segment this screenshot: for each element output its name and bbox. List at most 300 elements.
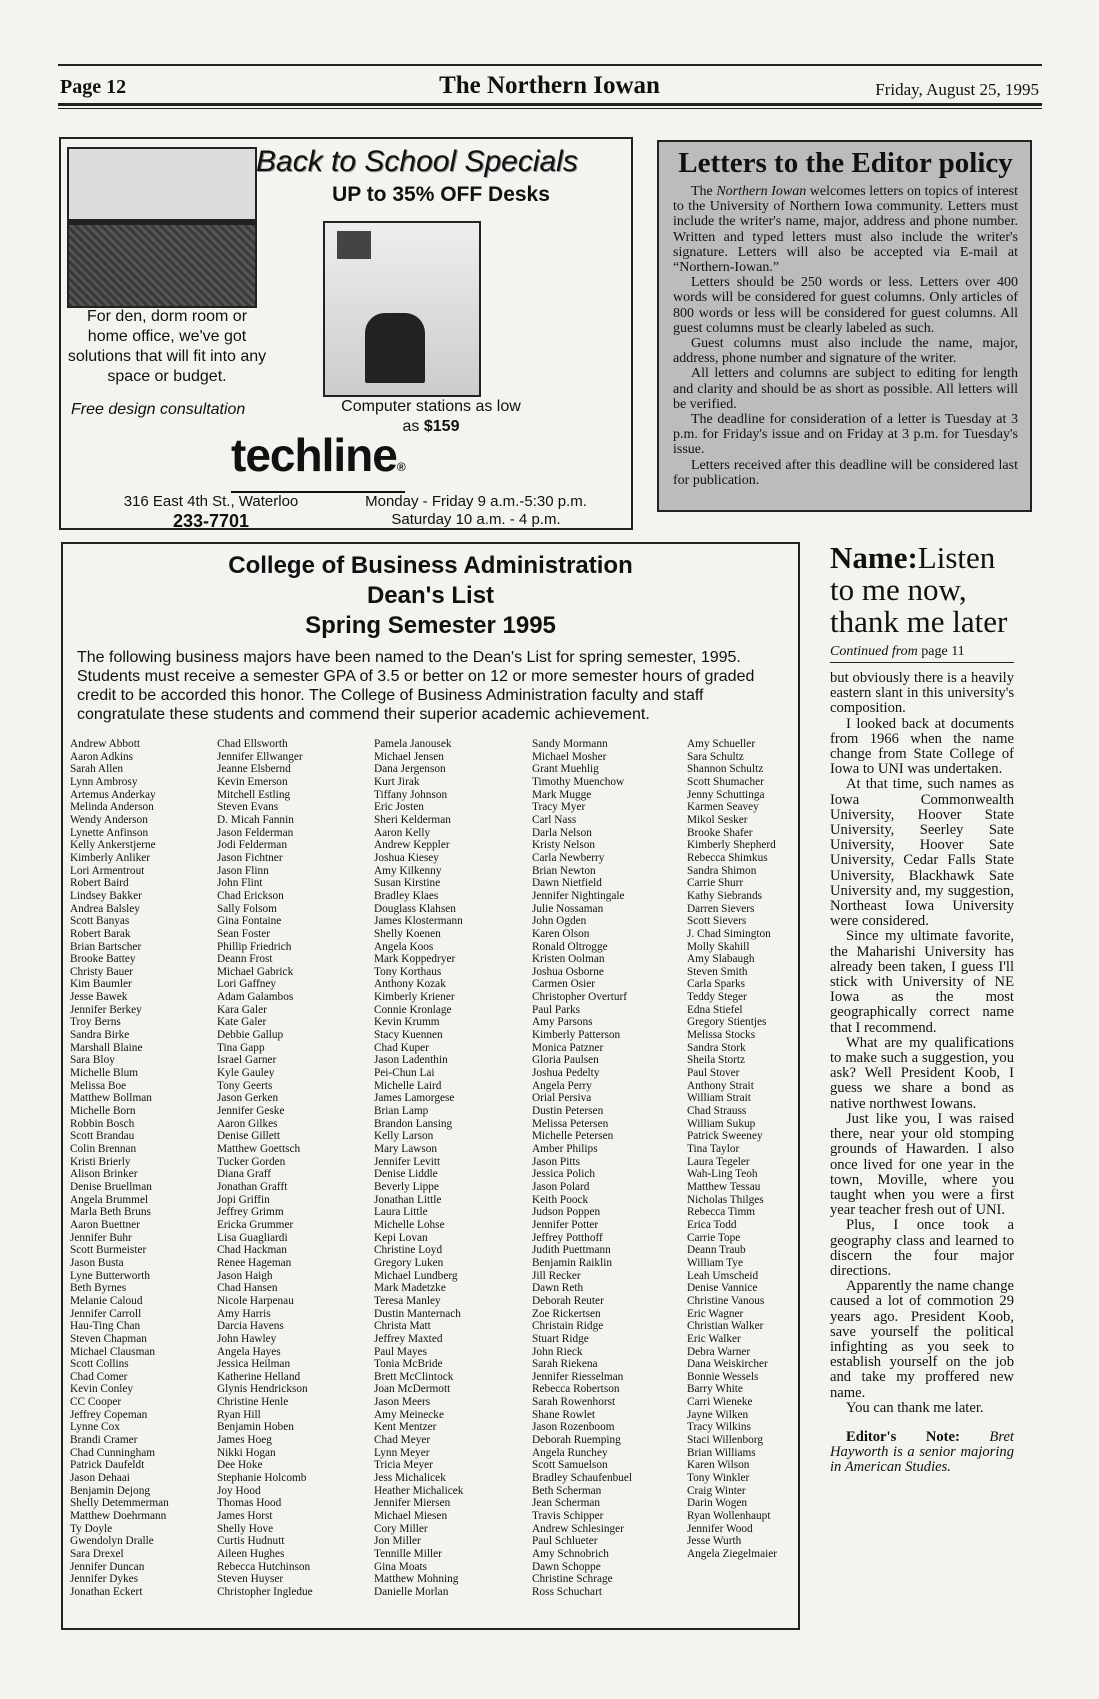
student-name: Jayne Wilken [687,1408,749,1421]
student-name: Jopi Griffin [217,1193,270,1206]
student-name: Jonathan Eckert [70,1585,143,1598]
student-name: Sarah Riekena [532,1358,598,1371]
student-name: Lynette Anfinson [70,826,149,839]
student-name: Paul Parks [532,1003,581,1016]
student-name: Lori Gaffney [217,978,277,991]
student-name: Brett McClintock [374,1370,454,1383]
names-column [217,738,313,1599]
student-name: Beverly Lippe [374,1180,439,1193]
student-name: Sean Foster [217,927,271,940]
student-name: Dustin Manternach [374,1307,461,1320]
student-name: Sheri Kelderman [374,813,451,826]
student-name: Jonathan Grafft [217,1180,288,1193]
student-name: Heather Michalicek [374,1484,464,1497]
student-name: Matthew Goettsch [217,1143,301,1155]
student-name: Kevin Conley [70,1383,134,1396]
student-name: Aaron Adkins [70,750,134,763]
student-name: Steven Evans [217,801,279,814]
student-name: Jason Busta [70,1256,124,1269]
student-name: Adam Galambos [217,991,294,1004]
student-name: Dustin Petersen [532,1105,604,1118]
student-name: Joshua Osborne [532,965,604,978]
stations-text: Computer stations as low as [341,398,521,435]
student-name: Tucker Gorden [217,1155,286,1168]
letters-paragraph [673,184,1018,275]
newspaper-name: The Northern Iowan [439,72,660,99]
student-name: D. Micah Fannin [217,813,294,826]
student-name: Aaron Buettner [70,1218,140,1231]
student-name: Chad Kuper [374,1041,429,1054]
student-name: Jonathan Little [374,1193,442,1206]
student-name: Danielle Morlan [374,1585,449,1598]
student-name: Brooke Battey [70,953,136,966]
student-name: Nicole Harpenau [217,1294,294,1307]
student-name: Teresa Manley [374,1294,441,1307]
student-name: Michael Clausman [70,1345,156,1358]
student-name: Sara Schultz [687,750,744,763]
student-name: Michelle Petersen [532,1130,614,1143]
student-name: Jesse Wurth [687,1535,742,1548]
student-name: Kelly Ankerstjerne [70,839,156,852]
computer-station-photo [323,221,481,397]
student-name: Wendy Anderson [70,813,148,826]
student-name: Timothy Muenchow [532,775,625,788]
student-name: John Flint [217,877,263,890]
student-name: Sandra Stork [687,1041,746,1054]
letters-paragraph: The deadline for consideration of a letter is Tuesday at 3 p.m. for Friday's issue and on Friday at 3 p.m. for Tuesday's issue. [673,412,1018,458]
student-name: Jennifer Levitt [374,1155,441,1168]
student-name: Sheila Stortz [687,1054,746,1067]
student-name: Angela Brummel [70,1193,149,1206]
student-name: Jennifer Nightingale [532,889,625,902]
letters-policy-box [657,140,1032,512]
student-name: Angela Hayes [217,1345,281,1358]
student-name: Debbie Gallup [217,1029,284,1042]
student-name: Amy Meinecke [374,1408,444,1421]
letters-paragraph: Letters should be 250 words or less. Letters over 400 words will be considered for guest columns. Only articles of 800 words or less will be considered for guest columns. All guest columns must be clearly labeled as such. [673,275,1018,336]
student-name: Orial Persiva [532,1092,592,1105]
student-name: Matthew Tessau [687,1180,761,1193]
student-name: Jessica Polich [532,1168,596,1181]
student-name: Jon Miller [374,1535,421,1548]
names-column [70,738,169,1599]
student-name: Michelle Lohse [374,1218,445,1231]
student-name: Carl Nass [532,813,577,826]
headline-bold: Name: [830,540,918,575]
student-name: Jennifer Wood [687,1522,753,1535]
student-name: James Hoeg [217,1434,272,1447]
column-body [830,671,1014,1416]
note-text: Bret Hayworth is a senior majoring in American Studies. [830,1428,1014,1476]
student-name: Katherine Helland [217,1370,301,1383]
student-name: Bradley Klaes [374,889,439,902]
student-name: Jennifer Dykes [70,1573,139,1586]
deans-intro: The following business majors have been named to the Dean's List for spring semester, 1995. Students must receive a semester GPA of 3.5 or better on 12 or more semester hours of graded credit to be accorded this honor. The College of Business Administration faculty and staff congratulate these students and commend their superior academic achievement. [77,649,755,723]
student-name: Nicholas Thilges [687,1193,764,1206]
student-name: Michelle Born [70,1105,136,1118]
student-name: Brian Bartscher [70,940,142,953]
student-name: Jill Recker [532,1269,581,1282]
student-name: Denise Liddle [374,1168,438,1181]
student-name: Kimberly Shepherd [687,839,776,852]
student-name: Jennifer Riesselman [532,1370,624,1383]
student-name: Amy Harris [217,1307,271,1320]
student-name: Chad Hackman [217,1244,287,1257]
student-name: Karen Olson [532,927,590,940]
student-name: Eric Josten [374,801,424,814]
student-name: Aaron Gilkes [217,1117,278,1130]
student-name: Brooke Shafer [687,826,753,839]
student-name: Gregory Stientjes [687,1016,767,1029]
student-name: Kepi Lovan [374,1231,428,1244]
student-name: Kent Mentzer [374,1421,437,1434]
student-name: Darcia Havens [217,1320,284,1333]
masthead-rule [58,108,1042,109]
text: welcomes letters on topics of interest to the University of Northern Iowa community. Letters must include the writer's name, major, address and phone number. Written and typed letters must also include the writer's signature. Letters will also be accepted via E-mail at “Northern-Iowan.” [673,184,1019,276]
student-name: Tracy Wilkins [687,1421,751,1434]
student-name: Brandi Cramer [70,1434,138,1447]
letters-policy-title: Letters to the Editor policy [678,147,1013,179]
student-name: Scott Burmeister [70,1244,147,1257]
student-name: William Strait [687,1092,751,1105]
student-name: Jennifer Ellwanger [217,750,303,763]
letters-paragraph: All letters and columns are subject to editing for length and clarity and should be as short as possible. All letters will be verified. [673,366,1018,412]
student-name: Christine Vanous [687,1294,765,1307]
student-name: Jason Flinn [217,864,269,877]
student-name: Amy Parsons [532,1016,593,1029]
student-name: Shannon Schultz [687,763,764,776]
student-name: Melissa Boe [70,1079,127,1092]
student-name: Angela Runchey [532,1446,608,1459]
student-name: Kevin Emerson [217,775,288,788]
student-name: Scott Banyas [70,915,130,928]
student-name: William Sukup [687,1117,756,1130]
student-name: Lynn Meyer [374,1446,430,1459]
student-name: Travis Schipper [532,1510,604,1523]
student-name: John Ogden [532,915,587,928]
student-name: Anthony Kozak [374,978,446,991]
student-name: Melanie Caloud [70,1294,143,1307]
student-name: Gwendolyn Dralle [70,1535,154,1548]
student-name: James Lamorgese [374,1092,455,1105]
student-name: Jason Pitts [532,1155,581,1168]
student-name: Shane Rowlet [532,1408,596,1421]
student-name: William Tye [687,1256,743,1269]
student-name: Hau-Ting Chan [70,1320,141,1333]
student-name: Sandra Birke [70,1029,130,1042]
student-name: Kyle Gauley [217,1067,275,1080]
techline-advertisement [59,137,633,530]
student-name: Dee Hoke [217,1459,263,1472]
student-name: Debra Warner [687,1345,751,1358]
student-name: Jennifer Geske [217,1105,285,1118]
student-name: Laura Little [374,1206,428,1219]
student-name: Dawn Reth [532,1282,584,1295]
student-name: Jodi Felderman [217,839,287,852]
student-name: Matthew Bollman [70,1092,152,1105]
student-name: Glynis Hendrickson [217,1383,308,1396]
ad-consultation: Free design consultation [71,401,246,418]
ad-hours-saturday: Saturday 10 a.m. - 4 p.m. [391,511,561,528]
student-name: Michael Mosher [532,750,607,763]
names-column [374,738,463,1599]
student-name: Paul Mayes [374,1345,428,1358]
student-name: Gregory Luken [374,1256,444,1269]
student-name: Tiffany Johnson [374,788,448,801]
student-name: Melinda Anderson [70,801,154,814]
student-name: Bonnie Wessels [687,1370,759,1383]
student-name: Tina Taylor [687,1143,740,1155]
techline-logo [231,431,405,493]
student-name: Lyne Butterworth [70,1269,151,1282]
student-name: Lynne Cox [70,1421,120,1434]
names-column [687,738,777,1561]
student-name: Monica Patzner [532,1041,604,1054]
student-name: Artemus Anderkay [70,788,156,801]
student-name: Tonia McBride [374,1358,443,1371]
student-name: Craig Winter [687,1484,746,1497]
student-name: Robert Barak [70,927,131,940]
student-name: Jason Gerken [217,1092,279,1105]
student-name: Marshall Blaine [70,1041,143,1054]
student-name: Melissa Petersen [532,1117,609,1130]
student-name: Carri Wieneke [687,1396,753,1409]
student-name: Christy Bauer [70,965,134,978]
student-name: Joshua Pedelty [532,1067,600,1080]
student-name: Tennille Miller [374,1548,442,1560]
student-name: Ronald Oltrogge [532,940,608,953]
student-name: Nikki Hogan [217,1446,276,1459]
student-name: Brian Williams [687,1446,756,1459]
student-name: Chad Cunningham [70,1446,156,1459]
student-name: Andrew Schlesinger [532,1522,624,1535]
student-name: Rebecca Robertson [532,1383,620,1396]
student-name: Ryan Hill [217,1408,261,1421]
student-name: Jesse Bawek [70,991,128,1004]
student-name: Kelly Larson [374,1130,434,1143]
issue-date: Friday, August 25, 1995 [875,80,1039,99]
student-name: Scott Shumacher [687,775,764,788]
student-name: Jason Meers [374,1396,431,1409]
student-name: Jason Felderman [217,826,294,839]
student-name: Erica Todd [687,1218,737,1231]
student-name: Susan Kirstine [374,877,441,890]
student-name: Kimberly Anliker [70,851,151,864]
student-name: Kurt Jirak [374,775,420,788]
student-name: Michael Miesen [374,1510,448,1523]
student-name: Gloria Paulsen [532,1054,599,1067]
office-photo [67,147,257,308]
student-name: Tricia Meyer [374,1459,433,1472]
student-name: Carla Newberry [532,851,605,864]
paper-name-italic: Northern Iowan [716,184,807,199]
names-column [532,738,632,1599]
student-name: Jeffrey Potthoff [532,1231,603,1244]
student-name: Jennifer Potter [532,1218,599,1231]
student-name: Sally Folsom [217,902,277,915]
student-name: Sandra Shimon [687,864,757,877]
student-name: Patrick Daufeldt [70,1459,145,1472]
column-paragraph: I looked back at documents from 1966 when the name change from State College of Iowa to UNI was undertaken. [830,715,1014,778]
student-name: Bradley Schaufenbuel [532,1472,633,1485]
student-name: Mary Lawson [374,1143,438,1155]
student-name: Chad Erickson [217,889,284,902]
student-name: Jeffrey Grimm [217,1206,284,1219]
student-name: Keith Poock [532,1193,589,1206]
student-name: Dana Jergenson [374,763,446,776]
student-name: Ryan Wollenhaupt [687,1510,771,1523]
student-name: James Horst [217,1510,273,1523]
headline-rest: Listen to me now, thank me later [830,540,1008,639]
student-name: Jennifer Buhr [70,1231,132,1244]
student-name: Paul Stover [687,1067,740,1080]
student-name: Darla Nelson [532,826,592,839]
student-name: Jennifer Carroll [70,1307,142,1320]
student-name: Edna Stiefel [687,1003,743,1016]
student-name: Thomas Hood [217,1497,282,1510]
student-name: Ty Doyle [70,1522,113,1535]
student-name: Christain Ridge [532,1320,604,1333]
logo-text: techline [231,429,397,481]
student-name: J. Chad Simington [687,927,771,940]
letters-paragraph: Guest columns must also include the name, major, address, phone number and signature of the writer. [673,336,1018,367]
student-name: Jason Dehaai [70,1472,130,1485]
column-paragraph: Since my ultimate favorite, the Maharishi University has already been taken, I guess I'll stick with University of NE Iowa as the most geographically correct name that I recommend. [830,928,1014,1036]
student-name: Pei-Chun Lai [374,1067,435,1080]
ad-blurb: For den, dorm room or home office, we've got solutions that will fit into any space or budget. [67,308,267,385]
student-name: Teddy Steger [687,991,747,1004]
student-name: Darren Sievers [687,902,755,915]
student-name: Mikol Sesker [687,813,748,826]
student-name: Carrie Shurr [687,877,744,890]
column-paragraph: Plus, I once took a geography class and learned to discern the four major directions. [830,1217,1014,1279]
student-name: Rebecca Timm [687,1206,756,1219]
student-name: Deann Traub [687,1244,746,1257]
student-name: Jennifer Miersen [374,1497,451,1510]
letters-paragraph: Letters received after this deadline will be considered last for publication. [673,457,1018,488]
student-name: Jess Michalicek [374,1472,446,1485]
student-name: CC Cooper [70,1396,122,1409]
student-name: Christine Schrage [532,1573,613,1586]
student-name: Robert Baird [70,877,129,890]
student-name: Joan McDermott [374,1383,451,1396]
student-name: Andrea Balsley [70,902,140,915]
student-name: Laura Tegeler [687,1155,750,1168]
student-name: Jennifer Berkey [70,1003,142,1016]
student-name: Jennifer Duncan [70,1560,145,1573]
student-name: Dawn Nietfield [532,877,602,890]
student-name: Dana Weiskircher [687,1358,768,1371]
continued-label: Continued from [830,644,918,659]
student-name: Phillip Friedrich [217,940,292,953]
student-name: Shelly Hove [217,1522,274,1535]
student-name: Kim Baumler [70,978,132,991]
student-name: Paul Schlueter [532,1535,598,1548]
student-name: Jeffrey Maxted [374,1332,443,1345]
student-name: Patrick Sweeney [687,1130,763,1143]
student-name: Amy Slabaugh [687,953,755,966]
student-name: Shelly Detemmerman [70,1497,169,1510]
student-name: Stephanie Holcomb [217,1472,307,1485]
student-name: Rebecca Hutchinson [217,1560,311,1573]
student-name: Angela Ziegelmaier [687,1548,778,1560]
student-name: Steven Smith [687,965,748,978]
student-name: Shelly Koenen [374,927,441,940]
text: The [691,184,717,199]
student-name: Jeanne Elsbernd [217,763,291,776]
student-name: Amy Kilkenny [374,864,442,877]
student-name: Michael Gabrick [217,965,294,978]
continued-from [830,644,1014,663]
column-paragraph: Apparently the name change caused a lot of commotion 29 years ago. President Koob, save yourself the political infighting as you seek to establish yourself on the job and take my proffered new name. [830,1278,1014,1401]
student-name: Jason Haigh [217,1269,273,1282]
student-name: Jenny Schuttinga [687,788,765,801]
student-name: Benjamin Raiklin [532,1256,613,1269]
student-name: Christopher Overturf [532,991,628,1004]
student-name: Molly Skahill [687,940,750,953]
student-name: Jessica Heilman [217,1358,291,1371]
student-name: Eric Walker [687,1332,741,1345]
student-name: Mark Madetzke [374,1282,446,1295]
student-name: Curtis Hudnutt [217,1535,285,1548]
student-name: Karmen Seavey [687,801,759,814]
student-name: Robbin Bosch [70,1117,135,1130]
student-name: Sarah Rowenhorst [532,1396,616,1409]
student-name: Ross Schuchart [532,1585,602,1598]
student-name: Jean Scherman [532,1497,601,1510]
deans-heading-list: Dean's List [366,582,495,609]
student-name: Tony Geerts [217,1079,273,1092]
student-name: Lori Armentrout [70,864,145,877]
student-name: Andrew Keppler [374,839,450,852]
student-name: Troy Berns [70,1016,121,1029]
student-name: Denise Bruellman [70,1180,152,1193]
student-name: Kevin Krumm [374,1016,440,1029]
student-name: Cory Miller [374,1522,428,1535]
student-name: Kristen Oolman [532,953,605,966]
column-paragraph: Just like you, I was raised there, near your old stomping grounds of Hawarden. I also once lived for one year in the town, Moville, where you taught when you were a first year teacher fresh out of UNI. [830,1110,1014,1219]
student-name: Carmen Osier [532,978,596,991]
registered-mark: ® [396,460,405,474]
student-name: Gina Fontaine [217,915,282,928]
student-name: Sara Drexel [70,1548,124,1560]
student-name: Ericka Grummer [217,1218,294,1231]
student-name: Beth Byrnes [70,1282,127,1295]
student-name: Jeffrey Copeman [70,1408,148,1421]
student-name: Aileen Hughes [217,1548,285,1560]
student-name: Dawn Schoppe [532,1560,601,1573]
student-name: Kimberly Patterson [532,1029,621,1042]
student-name: Sara Bloy [70,1054,115,1067]
student-name: Connie Kronlage [374,1003,452,1016]
student-name: Benjamin Dejong [70,1484,151,1497]
column-paragraph: What are my qualifications to make such a suggestion, you ask? Well President Koob, I guess we share a bond as native northwest Iowans. [830,1034,1014,1112]
student-name: Grant Muehlig [532,763,599,776]
student-name: Jason Ladenthin [374,1054,448,1067]
student-name: Christa Matt [374,1320,431,1333]
student-name: Angela Koos [374,940,434,953]
student-name: Lindsey Bakker [70,889,142,902]
student-name: Barry White [687,1383,743,1396]
student-name: Michelle Laird [374,1079,442,1092]
student-name: Amber Philips [532,1143,598,1155]
student-name: Kate Galer [217,1016,267,1029]
student-name: Diana Graff [217,1168,272,1181]
student-name: Tracy Myer [532,801,586,814]
student-name: Eric Wagner [687,1307,744,1320]
student-name: Jason Rozenboom [532,1421,615,1434]
student-name: Kathy Siebrands [687,889,762,902]
